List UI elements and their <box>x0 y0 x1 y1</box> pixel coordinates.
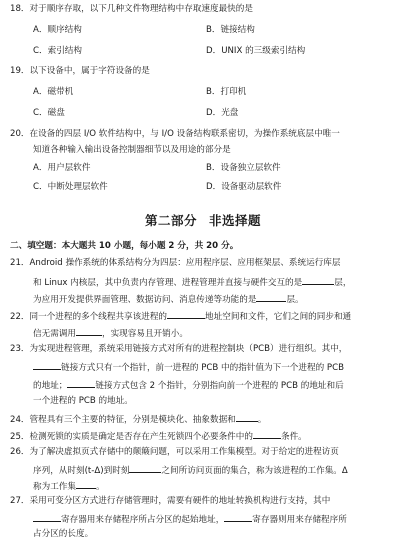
question-21-line3 <box>33 293 304 307</box>
part-title-number: 第二部分 <box>144 213 197 229</box>
q26-text-a: 序列，从时刻(t-Δ)到时刻 <box>33 465 130 476</box>
q23-text-b: 的地址； <box>33 380 68 391</box>
question-25 <box>10 430 307 444</box>
q19-option-c: C．磁盘 <box>33 108 65 119</box>
q27-text-b: 寄存器则用来存储程序所 <box>252 514 347 525</box>
q18-option-c: C．索引结构 <box>33 45 82 56</box>
section-heading: 二、填空题：本大题共 10 小题，每小题 2 分，共 20 分。 <box>10 241 239 252</box>
question-26-line1: 26．为了解决虚拟页式存储中的颠簸问题，可以采用工作集模型。对于给定的进程访页 <box>10 447 339 458</box>
answer-blank <box>256 293 286 302</box>
q19-option-d: D．光盘 <box>206 108 239 119</box>
question-20-stem-line2: 知道各种输入输出设备控制器细节以及用途的部分是 <box>33 145 231 156</box>
q24-text-b: 。 <box>257 415 267 426</box>
answer-blank <box>236 413 258 422</box>
answer-blank <box>253 430 281 439</box>
part-title <box>0 213 406 230</box>
answer-blank <box>224 513 252 522</box>
question-22-line1 <box>10 310 351 324</box>
q22-text-c: 信无需调用 <box>33 329 76 340</box>
question-23-line2 <box>33 361 344 375</box>
q26-text-b: 之间所访问页面的集合，称为该进程的工作集。Δ <box>161 465 348 476</box>
q18-option-d: D．UNIX 的三级索引结构 <box>206 45 306 56</box>
question-27-line2 <box>33 513 347 527</box>
question-23-line3 <box>33 379 344 393</box>
question-23-line1: 23．为实现进程管理，系统采用链接方式对所有的进程控制块（PCB）进行组织。其中， <box>10 344 348 355</box>
q22-text-b: 地址空间和文件，它们之间的同步和通 <box>205 311 352 322</box>
answer-blank <box>33 361 61 370</box>
question-27-line3: 占分区的长度。 <box>33 528 94 539</box>
question-24 <box>10 413 266 427</box>
question-26-line3 <box>33 480 105 494</box>
question-19-stem: 19．以下设备中，属于字符设备的是 <box>10 66 150 77</box>
q20-option-d: D．设备驱动层软件 <box>206 182 282 193</box>
q20-option-a: A．用户层软件 <box>33 163 91 174</box>
q21-text-a: 和 Linux 内核层，其中负责内存管理、进程管理并直接与硬件交互的是 <box>33 277 303 288</box>
q20-option-b: B．设备独立层软件 <box>206 163 281 174</box>
answer-blank <box>67 379 95 388</box>
q21-text-c: 为应用开发提供界面管理、数据访问、消息传递等功能的是 <box>33 294 257 305</box>
q25-text-a: 25．检测死锁的实质是确定是否存在产生死锁四个必要条件中的 <box>10 432 253 443</box>
answer-blank <box>129 464 161 473</box>
q23-text-a: 链接方式只有一个指针，前一进程的 PCB 中的指针值为下一个进程的 PCB <box>61 363 344 374</box>
q24-text-a: 24．管程具有三个主要的特征，分别是模块化、抽象数据和 <box>10 415 236 426</box>
answer-blank <box>302 276 334 285</box>
answer-blank <box>76 327 102 336</box>
q21-text-b: 层， <box>334 277 352 288</box>
q23-text-c: 链接方式包含 2 个指针，分别指向前一个进程的 PCB 的地址和后 <box>95 380 344 391</box>
q20-option-c: C．中断处理层软件 <box>33 182 108 193</box>
answer-blank <box>76 480 96 489</box>
question-18-stem: 18．对于顺序存取，以下几种文件物理结构中存取速度最快的是 <box>10 4 253 14</box>
q26-text-d: 。 <box>95 482 105 493</box>
question-26-line2 <box>33 464 348 478</box>
question-20-stem-line1: 20．在设备的四层 I/O 软件结构中，与 I/O 设备结构联系密切，为操作系统底层中唯一 <box>10 128 340 139</box>
q22-text-a: 22．同一个进程的多个线程共享该进程的 <box>10 311 168 322</box>
question-22-line2 <box>33 327 188 341</box>
q22-text-d: ，实现容易且开销小。 <box>101 329 188 340</box>
q19-option-b: B．打印机 <box>206 87 247 98</box>
q19-option-a: A．磁带机 <box>33 87 74 98</box>
part-title-name: 非选择题 <box>209 213 262 229</box>
question-23-line4: 一个进程的 PCB 的地址。 <box>33 395 133 406</box>
q25-text-b: 条件。 <box>280 432 307 443</box>
q26-text-c: 称为工作集 <box>33 482 76 493</box>
q18-option-b: B．链接结构 <box>206 24 255 35</box>
q27-text-a: 寄存器用来存储程序所占分区的起始地址， <box>61 514 225 525</box>
q18-option-a: A．顺序结构 <box>33 24 82 35</box>
question-21-line2 <box>33 276 351 290</box>
question-21-line1: 21．Android 操作系统的体系结构分为四层：应用程序层、应用框架层、系统运行库层 <box>10 258 341 269</box>
answer-blank <box>167 310 205 319</box>
question-27-line1: 27．采用可变分区方式进行存储管理时，需要有硬件的地址转换机构进行支持，其中 <box>10 496 331 507</box>
answer-blank <box>33 513 61 522</box>
q21-text-d: 层。 <box>286 294 304 305</box>
